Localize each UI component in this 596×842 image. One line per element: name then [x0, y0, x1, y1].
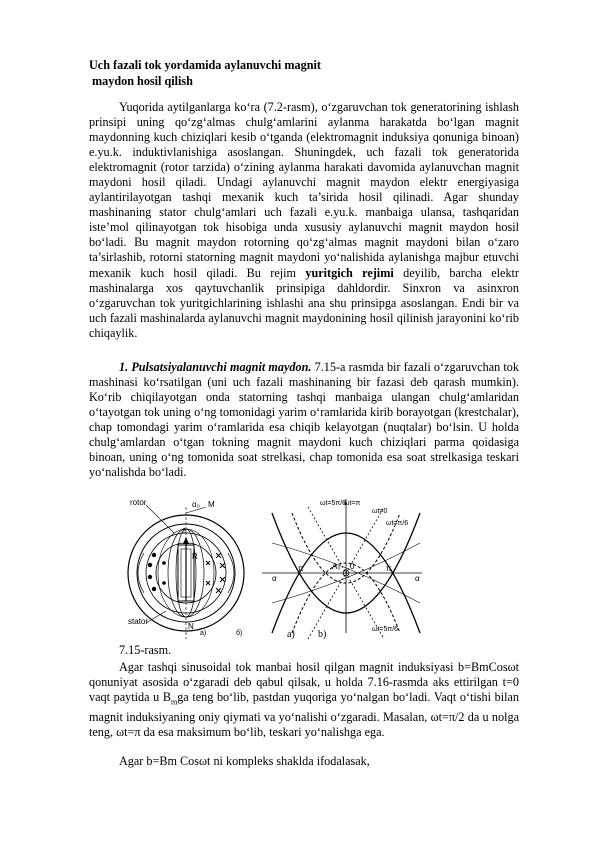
label-M: M [208, 500, 215, 509]
paragraph-pulsating-field [89, 360, 519, 480]
label-S: S [182, 528, 187, 535]
p2-heading: 1. Pulsatsiyalanuvchi magnit maydon. [119, 360, 312, 374]
label-subfig-a: a) [287, 629, 295, 640]
label-subfig-b: b) [318, 629, 327, 640]
label-wt-pi: ωt=π [344, 500, 361, 507]
paragraph-sinusoidal-induction [89, 660, 519, 740]
label-wt-0: ωt=0 [372, 508, 388, 515]
figure-caption: 7.15-rasm. [119, 643, 172, 657]
p1-text-start: Yuqorida aytilganlarga ko‘ra (7.2-rasm), o‘zgaruvchan tok generatorining ishlash prinsipi uning qo‘zg‘almas chulg‘amlarini aylanma harakatda bo‘lgan magnit maydonning kuch chiziqlari kesib o‘tganda (elektromagnit induksiya qonuniga binoan) e.yu.k. induktivlanishiga asoslangan. Shuningdek, uch fazali tok generatorida elektromagnit (rotor tarzida) o‘zining aylanma harakati davomida aylanuvchan magnit maydoni hosil qiladi. Undagi aylanuvchi magnit maydon elektr energiyasiga aylantirilayotgan tashqi mexanik kuch ta’sirida hosil qilinadi. Agar shunday mashinaning stator chulg‘amlari uch fazali e.yu.k. manbaiga ulansa, tashqaridan iste’mol qilinayotgan tok hisobiga unda xususiy aylanuvchi magnit maydon hosil bo‘ladi. Bu magnit maydon rotorning qo‘zg‘almas magnit maydoni bilan o‘zaro ta’sirlashib, rotorni statorning magnit maydoni yo‘nalishida aylanishga majbur etuvchi mexanik kuch hosil qiladi. Bu rejim [89, 100, 519, 280]
title-line-2: maydon hosil qilish [92, 73, 193, 88]
label-rotor: rotor [130, 498, 147, 507]
label-wt-pi6: ωt=π/6 [386, 520, 409, 527]
label-A0: A₀ [332, 562, 341, 571]
p3-text-end: ga teng bo‘lib, pastdan yuqoriga yo‘nalgan bo‘ladi. Vaqt o‘tishi bilan magnit induksiyaning oniy qiymati va yo‘nalishi o‘zgaradi. Masalan, ωt=π/2 da u nolga teng, ωt=π da esa maksimum bo‘lib, teskari yo‘nalishga ega. [89, 690, 519, 739]
label-alpha-left: α [272, 574, 277, 583]
label-pi-right: π [386, 564, 392, 573]
label-N: N [188, 622, 194, 631]
figure-drawing [122, 493, 552, 641]
label-alpha-right: α [415, 574, 420, 583]
label-zero: 0 [350, 562, 355, 571]
label-wt-5pi6-top-left: ωt=5π/6 [320, 500, 347, 507]
label-wt-5pi6-bottom: ωt=5π/6 [372, 626, 399, 633]
label-alpha0: α₀ [192, 500, 200, 509]
paragraph-generator-principle [89, 100, 519, 341]
label-pi-left: π [298, 564, 304, 573]
p3-subscript: m [170, 697, 178, 707]
p1-bold-term: yuritgich rejimi [305, 265, 394, 280]
label-R: R [192, 552, 198, 561]
section-title [89, 58, 519, 89]
p2-text: 7.15-a rasmda bir fazali o‘zgaruvchan tok mashinasi ko‘rsatilgan (uni uch fazali mashinaning bir fazasi deb qarash mumkin). Ko‘rib chiqilayotgan onda statorning tashqi manbaiga ulangan chulg‘amlaridan o‘tayotgan tok uning o‘ng tomonidagi yarim o‘ramlarida kirib borayotgan (krestchalar), chap tomondagi yarim o‘ramlarida esa chiqib kelayotgan (nuqtalar) bo‘lsin. U holda chulg‘amlardan o‘tgan tokning magnit maydoni kuch chiziqlari parma qoidasiga binoan, uning o‘ng tomonida soat strelkasi, chap tomonida esa soat strelkasiga teskari yo‘nalishda bo‘ladi. [89, 360, 519, 480]
p3-text-start: Agar tashqi sinusoidal tok manbai hosil qilgan magnit induksiyasi b=BmCosωt qonuniyat asosida o‘zgaradi deb qabul qilsak, u holda 7.16-rasmda aks ettirilgan t=0 vaqt paytida u B [89, 660, 519, 705]
p1-text-end: deyilib, barcha elektr mashinalarga xos qaytuvchanlik prinsipiga dahldordir. Sinxron va asinxron o‘zgaruvchan tok yuritgichlarining ishlashi ana shu prinsipga asoslangan. Endi bir va uch fazali mashinalarda aylanuvchi magnit maydonining hosil qilinish jarayonini ko‘rib chiqaylik. [89, 265, 519, 340]
figure-7-15 [122, 493, 552, 641]
title-line-1: Uch fazali tok yordamida aylanuvchi magnit [89, 58, 321, 72]
label-sub-b: б) [236, 630, 243, 637]
label-stator: stator [128, 617, 149, 626]
label-sub-a: а) [200, 630, 207, 637]
paragraph-complex-form: Agar b=Bm Cosωt ni kompleks shaklda ifodalasak, [119, 754, 370, 768]
